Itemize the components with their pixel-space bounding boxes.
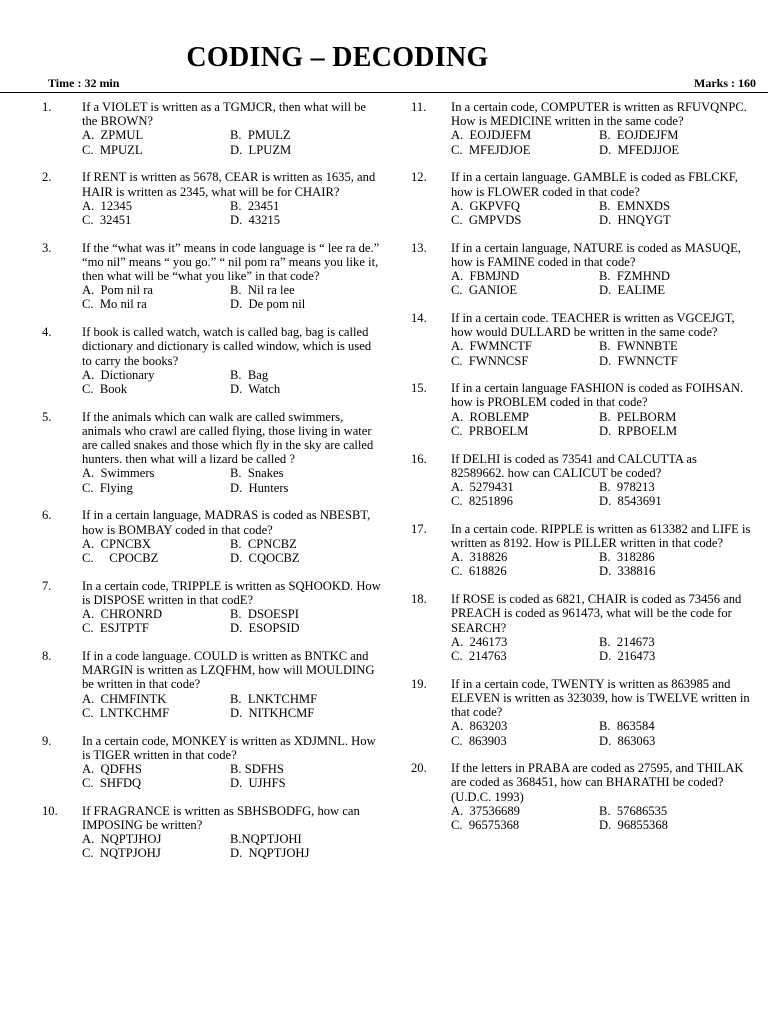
question-text: If in a code language. COULD is written as BNTKC and MARGIN is written as LZQFHM, how will MOULDING be written in that code? <box>82 649 375 692</box>
answer-option: C. MPUZL <box>82 142 143 157</box>
answer-options <box>451 804 751 832</box>
question-number: 20. <box>411 761 427 776</box>
right-column <box>411 100 751 846</box>
question-text: In a certain code, TRIPPLE is written as SQHOOKD. How is DISPOSE written in that codE? <box>82 578 381 607</box>
question-number: 18. <box>411 592 427 607</box>
question-item <box>411 170 751 227</box>
question-item <box>42 804 382 861</box>
question-item <box>42 325 382 396</box>
question-number: 10. <box>42 803 58 818</box>
question-number: 12. <box>411 170 427 185</box>
answer-options <box>82 832 382 860</box>
question-item <box>42 100 382 157</box>
answer-option: B. 978213 <box>599 479 655 494</box>
question-text: If in a certain language, MADRAS is coded as NBESBT, how is BOMBAY coded in that code? <box>82 508 371 537</box>
question-text: If FRAGRANCE is written as SBHSBODFG, how can IMPOSING be written? <box>82 803 360 833</box>
answer-option: C. MFEJDJOE <box>451 142 531 157</box>
answer-option: C. GMPVDS <box>451 212 522 227</box>
answer-option: A. QDFHS <box>82 761 142 776</box>
answer-options <box>451 480 751 508</box>
question-item <box>411 592 751 663</box>
question-text: In a certain code, COMPUTER is written as RFUVQNPC. How is MEDICINE written in the same code? <box>451 100 747 129</box>
question-number: 15. <box>411 381 427 396</box>
answer-option: A. CHRONRD <box>82 607 163 622</box>
answer-option: A. Dictionary <box>82 367 155 382</box>
answer-options <box>82 283 382 311</box>
question-text: If in a certain code. TEACHER is written as VGCEJGT, how would DULLARD be written in the same code? <box>451 310 735 340</box>
answer-option: D. NQPTJOHJ <box>230 846 310 861</box>
answer-option: A. 246173 <box>451 634 508 649</box>
question-item <box>411 311 751 368</box>
answer-option: C. ESJTPTF <box>82 621 149 636</box>
question-number: 6. <box>42 508 52 523</box>
question-item <box>42 241 382 312</box>
answer-option: B. FZMHND <box>599 269 671 284</box>
answer-option: D. CQOCBZ <box>230 550 300 565</box>
answer-option: B. Snakes <box>230 466 284 481</box>
answer-options <box>451 128 751 156</box>
answer-option: D. RPBOELM <box>599 423 678 438</box>
question-text: In a certain code. RIPPLE is written as 613382 and LIFE is written as 8192. How is PILLER written in that code? <box>451 521 751 551</box>
answer-option: D. 96855368 <box>599 818 668 833</box>
answer-option: B. PELBORM <box>599 409 677 424</box>
answer-option: A. Swimmers <box>82 466 155 481</box>
answer-option: B. LNKTCHMF <box>230 691 318 706</box>
answer-option: A. ZPMUL <box>82 128 144 143</box>
question-number: 19. <box>411 676 427 691</box>
answer-option: C. 863903 <box>451 733 507 748</box>
marks-label: Marks : 160 <box>694 76 756 90</box>
time-label: Time : 32 min <box>48 76 120 90</box>
answer-option: A. 863203 <box>451 719 508 734</box>
question-item <box>411 452 751 509</box>
answer-option: D. 216473 <box>599 649 656 663</box>
answer-option: A. 37536689 <box>451 803 520 818</box>
answer-options <box>451 635 751 663</box>
question-number: 13. <box>411 240 427 255</box>
answer-option: A. GKPVFQ <box>451 198 520 213</box>
answer-options <box>451 199 751 227</box>
answer-option: D. FWNNCTF <box>599 353 678 368</box>
answer-option: A. FBMJND <box>451 269 520 284</box>
answer-option: C. FWNNCSF <box>451 353 529 368</box>
answer-option: B. EOJDEJFM <box>599 128 679 143</box>
question-text: If the letters in PRABA are coded as 27595, and THILAK are coded as 368451, how can BHARATHI be coded? (U.D.C. 1993) <box>451 761 744 804</box>
answer-option: B. 318286 <box>599 550 655 565</box>
answer-option: D. De pom nil <box>230 297 306 312</box>
answer-options <box>82 466 382 494</box>
answer-option: C. 96575368 <box>451 818 520 833</box>
answer-option: D. MFEDJJOE <box>599 142 680 157</box>
answer-option: D. ESOPSID <box>230 621 300 636</box>
answer-option: C. GANIOE <box>451 283 518 298</box>
answer-option: B. Nil ra lee <box>230 283 295 298</box>
question-item <box>42 410 382 495</box>
answer-option: D. Hunters <box>230 480 289 495</box>
answer-option: A. ROBLEMP <box>451 409 530 424</box>
question-number: 7. <box>42 578 52 593</box>
header-divider <box>0 92 768 93</box>
answer-option: A. CHMFINTK <box>82 691 167 706</box>
question-number: 11. <box>411 100 427 114</box>
answer-option: C. NQTPJOHJ <box>82 846 161 861</box>
question-item <box>42 579 382 636</box>
answer-option: A. NQPTJHOJ <box>82 832 162 847</box>
answer-options <box>451 410 751 438</box>
left-column <box>42 100 382 874</box>
answer-option: B. FWNNBTE <box>599 339 678 354</box>
answer-options <box>82 199 382 227</box>
answer-option: A. 12345 <box>82 198 133 213</box>
answer-option: C. SHFDQ <box>82 776 142 791</box>
answer-option: C. Flying <box>82 480 133 495</box>
question-text: If DELHI is coded as 73541 and CALCUTTA as 82589662. how can CALICUT be coded? <box>451 451 697 480</box>
question-number: 5. <box>42 409 52 424</box>
question-number: 14. <box>411 310 427 325</box>
answer-options <box>82 692 382 720</box>
question-item <box>411 522 751 579</box>
question-item <box>42 508 382 565</box>
question-number: 1. <box>42 100 52 114</box>
answer-option: B. 863584 <box>599 719 655 734</box>
answer-option: C. LNTKCHMF <box>82 705 170 720</box>
question-item <box>42 170 382 227</box>
question-number: 8. <box>42 649 52 663</box>
question-item <box>411 677 751 748</box>
question-text: If ROSE is coded as 6821, CHAIR is coded as 73456 and PREACH is coded as 961473, what will be the code for SEARCH? <box>451 592 742 635</box>
question-text: If in a certain language, NATURE is coded as MASUQE, how is FAMINE coded in that code? <box>451 240 741 269</box>
question-number: 4. <box>42 325 52 340</box>
answer-option: C. 214763 <box>451 649 507 663</box>
answer-option: B. CPNCBZ <box>230 536 297 551</box>
answer-option: B. PMULZ <box>230 128 291 143</box>
question-text: If in a certain code, TWENTY is written as 863985 and ELEVEN is written as 323039, how is TWELVE written in that code? <box>451 676 750 720</box>
answer-option: C. 32451 <box>82 212 132 227</box>
question-text: If the animals which can walk are called swimmers, animals who crawl are called flying, those living in water are called snakes and those which fly in the sky are called hunters. then what will a lizard be called ? <box>82 409 374 467</box>
question-number: 9. <box>42 733 52 748</box>
answer-option: D. 863063 <box>599 733 656 748</box>
answer-option: D. NITKHCMF <box>230 705 315 720</box>
answer-option: D. HNQYGT <box>599 212 671 227</box>
answer-option: A. 318826 <box>451 550 508 565</box>
answer-option: D. LPUZM <box>230 142 292 157</box>
answer-option: C. Mo nil ra <box>82 297 147 312</box>
answer-options <box>451 719 751 747</box>
question-number: 17. <box>411 521 427 536</box>
answer-option: D. 338816 <box>599 564 656 579</box>
answer-option: A. Pom nil ra <box>82 283 154 298</box>
answer-options <box>82 128 382 156</box>
question-text: If the “what was it” means in code language is “ lee ra de.” “mo nil” means “ you go.” “ nil pom ra” means you like it, then what will be “what you like” in that code? <box>82 240 380 284</box>
question-item <box>42 734 382 791</box>
question-text: In a certain code, MONKEY is written as XDJMNL. How is TIGER written in that code? <box>82 733 376 762</box>
answer-options <box>82 762 382 790</box>
question-text: If book is called watch, watch is called bag, bag is called dictionary and dictionary is called window, which is used to carry the books? <box>82 325 372 368</box>
answer-option: B. DSOESPI <box>230 607 299 622</box>
answer-option: D. Watch <box>230 381 281 396</box>
question-item <box>42 649 382 720</box>
question-number: 3. <box>42 240 52 255</box>
answer-option: C. PRBOELM <box>451 423 529 438</box>
question-text: If in a certain language FASHION is coded as FOIHSAN. how is PROBLEM coded in that code? <box>451 381 744 410</box>
answer-options <box>82 537 382 565</box>
answer-option: B.NQPTJOHI <box>230 832 302 847</box>
answer-option: A. FWMNCTF <box>451 339 532 354</box>
question-text: If a VIOLET is written as a TGMJCR, then what will be the BROWN? <box>82 100 367 129</box>
question-text: If in a certain language. GAMBLE is coded as FBLCKF, how is FLOWER coded in that code? <box>451 170 738 199</box>
question-number: 16. <box>411 451 427 466</box>
answer-option: A. 5279431 <box>451 479 514 494</box>
answer-option: C. Book <box>82 381 128 396</box>
answer-option: B. 57686535 <box>599 803 668 818</box>
answer-option: B. SDFHS <box>230 761 284 776</box>
answer-option: D. 8543691 <box>599 494 662 509</box>
answer-option: D. UJHFS <box>230 776 286 791</box>
answer-option: C. 8251896 <box>451 494 513 509</box>
question-text: If RENT is written as 5678, CEAR is written as 1635, and HAIR is written as 2345, what will be for CHAIR? <box>82 170 376 199</box>
answer-options <box>451 339 751 367</box>
answer-option: D. 43215 <box>230 212 281 227</box>
page-title: CODING – DECODING <box>186 42 489 73</box>
question-item <box>411 100 751 157</box>
answer-option: B. Bag <box>230 367 269 382</box>
answer-option: B. 23451 <box>230 198 280 213</box>
question-item <box>411 761 751 832</box>
answer-option: C. CPOCBZ <box>82 550 159 565</box>
answer-option: A. CPNCBX <box>82 536 151 551</box>
question-item <box>411 241 751 298</box>
question-item <box>411 381 751 438</box>
answer-option: A. EOJDJEFM <box>451 128 532 143</box>
answer-options <box>82 368 382 396</box>
answer-options <box>82 607 382 635</box>
answer-option: D. EALIME <box>599 283 666 298</box>
answer-options <box>451 269 751 297</box>
answer-options <box>451 550 751 578</box>
answer-option: C. 618826 <box>451 564 507 579</box>
answer-option: B. 214673 <box>599 634 655 649</box>
question-number: 2. <box>42 170 52 185</box>
answer-option: B. EMNXDS <box>599 198 671 213</box>
